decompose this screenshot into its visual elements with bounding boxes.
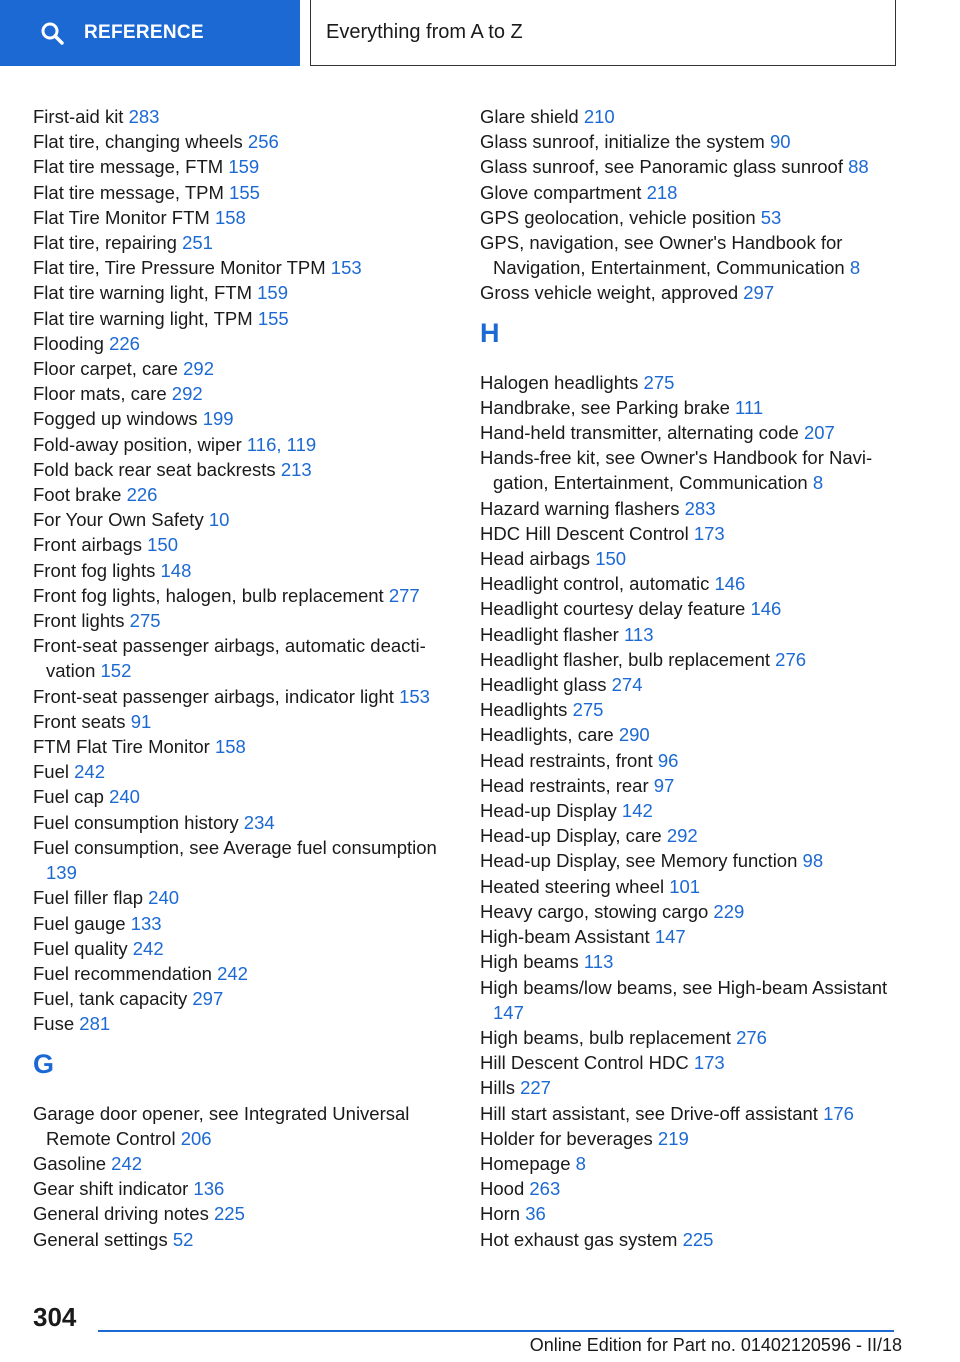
index-entry [33, 180, 463, 205]
index-entry [33, 784, 463, 809]
index-entry [480, 1201, 900, 1226]
page-reference-link[interactable]: 136 [193, 1178, 225, 1200]
index-entry-text: Garage door opener, see Integrated Universal Remote Control [33, 1102, 410, 1149]
page-reference-link[interactable]: 275 [129, 610, 161, 632]
page-reference-link[interactable]: 155 [229, 181, 260, 203]
page-reference-link[interactable]: 97 [653, 774, 675, 796]
page-reference-link[interactable]: 142 [621, 800, 653, 822]
index-entry [33, 961, 463, 986]
page-reference-link[interactable]: 52 [172, 1228, 194, 1250]
page-reference-link[interactable]: 274 [611, 674, 643, 696]
index-entry-text: Headlights [480, 699, 568, 721]
index-entry [33, 1011, 463, 1036]
index-entry [33, 205, 463, 230]
index-entry [480, 823, 900, 848]
page-reference-link[interactable]: 158 [214, 206, 246, 228]
page-reference-link[interactable]: 242 [74, 761, 106, 783]
index-column-left [33, 104, 463, 1252]
page-reference-link[interactable]: 206 [180, 1127, 212, 1149]
page-reference-link[interactable]: 8 [575, 1152, 586, 1174]
page-reference-link[interactable]: 242 [111, 1152, 143, 1174]
page-reference-link[interactable]: 225 [214, 1203, 245, 1225]
index-entry-text: HDC Hill Descent Control [480, 522, 689, 544]
page-reference-link[interactable]: 213 [280, 458, 312, 480]
index-entry [33, 835, 463, 885]
index-entry-text: Front-seat passenger airbags, indicator light [33, 685, 394, 707]
reference-tab[interactable] [0, 0, 300, 66]
index-entry-text: Headlight control, automatic [480, 573, 710, 595]
page-reference-link[interactable]: 242 [217, 962, 248, 984]
index-entry [480, 129, 900, 154]
index-entry-text: Handbrake, see Parking brake [480, 396, 730, 418]
page-reference-link[interactable]: 277 [388, 584, 420, 606]
page-reference-link[interactable]: 96 [657, 749, 679, 771]
index-entry [33, 583, 463, 608]
index-entry [33, 507, 463, 532]
index-entry [33, 885, 463, 910]
page-reference-link[interactable]: 225 [682, 1228, 714, 1250]
page-reference-link[interactable]: 146 [750, 598, 782, 620]
index-entry-text: Head restraints, rear [480, 774, 649, 796]
index-entry-text: Fuel recommendation [33, 962, 212, 984]
index-entry [33, 1151, 463, 1176]
page-reference-link[interactable]: 290 [618, 724, 650, 746]
index-entry [33, 154, 463, 179]
index-entry-text: Flat tire message, FTM [33, 156, 224, 178]
page-reference-link[interactable]: 101 [669, 875, 701, 897]
page-reference-link[interactable]: 297 [743, 282, 775, 304]
index-entry-text: Hood [480, 1178, 525, 1200]
index-entry [33, 633, 463, 683]
page-reference-link[interactable]: 227 [520, 1077, 551, 1099]
page-reference-link[interactable]: 281 [79, 1013, 111, 1035]
index-entry [480, 1050, 900, 1075]
index-entry-text: Floor carpet, care [33, 358, 178, 380]
index-entry-text: Head restraints, front [480, 749, 653, 771]
page-reference-link[interactable]: 113 [623, 623, 654, 645]
page-reference-link[interactable]: 53 [760, 206, 782, 228]
index-entry [33, 911, 463, 936]
page-reference-link[interactable]: 251 [182, 232, 213, 254]
index-entry-text: Fuel gauge [33, 912, 126, 934]
index-entry-text: Horn [480, 1203, 521, 1225]
index-entry [480, 924, 900, 949]
index-entry-text: For Your Own Safety [33, 509, 204, 531]
index-entry-text: Fuel consumption, see Average fuel consumption [33, 836, 437, 858]
page-reference-link[interactable]: 173 [693, 1052, 725, 1074]
page-reference-link[interactable]: 150 [147, 534, 179, 556]
page-reference-link[interactable]: 218 [646, 181, 678, 203]
page-reference-link[interactable]: 275 [643, 371, 675, 393]
index-entry [33, 709, 463, 734]
index-entry-text: Gross vehicle weight, approved [480, 282, 739, 304]
index-entry-text: Fuel consumption history [33, 811, 239, 833]
index-entry-text: Glove compartment [480, 181, 642, 203]
index-entry [33, 406, 463, 431]
index-entry-text: Headlight courtesy delay feature [480, 598, 746, 620]
section-title: Everything from A to Z [326, 21, 523, 43]
index-entry [480, 104, 900, 129]
index-entry [480, 874, 900, 899]
index-entry-text: Heated steering wheel [480, 875, 665, 897]
index-entry [33, 936, 463, 961]
index-entry [480, 1176, 900, 1201]
page-reference-link[interactable]: 139 [46, 862, 77, 884]
index-entry-text: Hands-free kit, see Owner's Handbook for Navigation, Entertainment, Communication [480, 447, 873, 494]
index-entry-text: High beams/low beams, see High-beam Assistant [480, 976, 888, 998]
footer-divider [98, 1330, 894, 1332]
index-entry [480, 647, 900, 672]
index-entry-text: Holder for beverages [480, 1127, 653, 1149]
index-entry-text: Front-seat passenger airbags, automatic deactivation [33, 635, 426, 682]
page-reference-link[interactable]: 10 [208, 509, 230, 531]
index-entry-text: High beams, bulb replacement [480, 1026, 731, 1048]
page-reference-link[interactable]: 292 [666, 825, 698, 847]
index-entry [480, 949, 900, 974]
page-reference-link[interactable]: 153 [330, 257, 362, 279]
index-entry-text: High-beam Assistant [480, 926, 650, 948]
index-entry [33, 986, 463, 1011]
index-entry-text: Head airbags [480, 548, 591, 570]
page-reference-link[interactable]: 147 [654, 926, 686, 948]
index-entry-text: Flat tire, repairing [33, 232, 177, 254]
page-reference-link[interactable]: 292 [183, 358, 214, 380]
page-reference-link[interactable]: 283 [684, 497, 716, 519]
index-entry-text: Hill start assistant, see Drive-off assistant [480, 1102, 818, 1124]
index-entry [33, 457, 463, 482]
index-entry-text: Fold-away position, wiper [33, 433, 242, 455]
page-header [0, 0, 960, 66]
index-entry-text: GPS geolocation, vehicle position [480, 206, 756, 228]
index-entry-text: Flat tire, Tire Pressure Monitor TPM [33, 257, 326, 279]
page-reference-link[interactable]: 116, 119 [246, 433, 317, 455]
index-entry-text: Glare shield [480, 106, 579, 127]
index-entry [480, 280, 900, 305]
index-entry-text: Gear shift indicator [33, 1178, 189, 1200]
index-entry [480, 370, 900, 395]
index-entry [480, 697, 900, 722]
index-entry [480, 546, 900, 571]
index-entry-text: Front lights [33, 610, 125, 632]
index-entry [480, 672, 900, 697]
index-entry [33, 759, 463, 784]
page-reference-link[interactable]: 199 [202, 408, 234, 430]
index-entry [33, 1101, 463, 1151]
index-entry-text: Front seats [33, 710, 126, 732]
index-entry-text: Front airbags [33, 534, 142, 556]
index-entry-text: GPS, navigation, see Owner's Handbook for Navigation, Entertainment, Communication [480, 232, 845, 279]
index-entry [480, 205, 900, 230]
index-entry [480, 1025, 900, 1050]
index-column-right [480, 104, 900, 1252]
index-entry-text: Flat tire warning light, TPM [33, 307, 253, 329]
page-reference-link[interactable]: 173 [693, 522, 725, 544]
index-entry-text: Fuel [33, 761, 69, 783]
index-entry-text: Heavy cargo, stowing cargo [480, 900, 709, 922]
index-entry [33, 482, 463, 507]
index-entry-text: Hazard warning flashers [480, 497, 680, 519]
page-number: 304 [33, 1302, 77, 1332]
index-entry [480, 975, 900, 1025]
index-entry-text: Flat tire warning light, FTM [33, 282, 252, 304]
section-header [310, 0, 896, 66]
index-entry-text: Halogen headlights [480, 371, 639, 393]
page-reference-link[interactable]: 229 [713, 900, 745, 922]
index-entry-text: Front fog lights [33, 559, 156, 581]
index-entry-text: High beams [480, 951, 579, 973]
page-reference-link[interactable]: 111 [735, 396, 764, 418]
page-reference-link[interactable]: 159 [257, 282, 288, 304]
page-reference-link[interactable]: 90 [769, 131, 791, 153]
index-entry-text: Headlights, care [480, 724, 614, 746]
page-reference-link[interactable]: 176 [823, 1102, 854, 1124]
page-reference-link[interactable]: 240 [109, 786, 140, 808]
index-entry-text: Fuse [33, 1013, 75, 1035]
page-reference-link[interactable]: 133 [130, 912, 162, 934]
index-entry [33, 1201, 463, 1226]
index-entry-text: Hot exhaust gas system [480, 1228, 678, 1250]
index-entry [33, 432, 463, 457]
index-entry [480, 1075, 900, 1100]
page-reference-link[interactable]: 234 [243, 811, 275, 833]
page-reference-link[interactable]: 152 [100, 660, 132, 682]
index-entry [33, 331, 463, 356]
index-entry-text: Foot brake [33, 484, 122, 506]
index-entry [33, 381, 463, 406]
index-entry-text: Fuel filler flap [33, 887, 144, 909]
index-entry [480, 180, 900, 205]
index-entry-text: Gasoline [33, 1152, 107, 1174]
index-entry-text: Headlight glass [480, 674, 607, 696]
index-entry-text: Fogged up windows [33, 408, 198, 430]
index-entry [480, 521, 900, 546]
index-entry-text: Headlight flasher [480, 623, 619, 645]
page-reference-link[interactable]: 91 [130, 710, 152, 732]
index-entry-text: Head-up Display [480, 800, 617, 822]
index-entry [33, 684, 463, 709]
index-entry [480, 154, 900, 179]
page-reference-link[interactable]: 263 [529, 1178, 561, 1200]
index-entry [480, 899, 900, 924]
index-entry [480, 722, 900, 747]
page-reference-link[interactable]: 147 [493, 1001, 524, 1023]
index-entry [480, 496, 900, 521]
index-entry-text: Flat Tire Monitor FTM [33, 206, 210, 228]
page-reference-link[interactable]: 207 [803, 422, 835, 444]
index-entry-text: Head-up Display, care [480, 825, 662, 847]
index-entry [33, 104, 463, 129]
page-reference-link[interactable]: 146 [714, 573, 746, 595]
index-entry [480, 848, 900, 873]
page-reference-link[interactable]: 275 [572, 699, 604, 721]
index-entry-text: Head-up Display, see Memory function [480, 850, 798, 872]
page-reference-link[interactable]: 297 [192, 988, 224, 1010]
index-entry [480, 773, 900, 798]
index-entry [480, 445, 900, 495]
index-entry-text: Glass sunroof, initialize the system [480, 131, 765, 153]
index-entry-text: Fuel quality [33, 937, 128, 959]
index-entry-text: Flat tire message, TPM [33, 181, 224, 203]
index-entry [33, 608, 463, 633]
index-entry-text: General driving notes [33, 1203, 209, 1225]
index-entry [33, 280, 463, 305]
index-letter-heading: H [480, 317, 500, 348]
index-entry [480, 798, 900, 823]
page-reference-link[interactable]: 210 [583, 106, 615, 127]
index-entry [33, 1227, 463, 1252]
edition-text: Online Edition for Part no. 01402120596 - II/18 [529, 1335, 902, 1355]
search-icon [40, 21, 64, 45]
index-entry [33, 255, 463, 280]
index-entry [480, 596, 900, 621]
page-reference-link[interactable]: 98 [802, 850, 824, 872]
index-entry [480, 395, 900, 420]
index-entry-text: First-aid kit [33, 106, 124, 127]
index-entry [480, 748, 900, 773]
index-entry [33, 1176, 463, 1201]
page-reference-link[interactable]: 226 [109, 332, 140, 354]
index-entry [33, 356, 463, 381]
index-entry [480, 571, 900, 596]
index-entry-text: Hill Descent Control HDC [480, 1052, 689, 1074]
index-entry-text: General settings [33, 1228, 168, 1250]
index-entry [480, 230, 900, 280]
page-reference-link[interactable]: 148 [160, 559, 192, 581]
index-entry-text: Headlight flasher, bulb replacement [480, 648, 771, 670]
index-entry-text: Flat tire, changing wheels [33, 131, 243, 153]
page-reference-link[interactable]: 256 [247, 131, 279, 153]
index-entry [33, 810, 463, 835]
reference-label: REFERENCE [84, 22, 204, 43]
page-reference-link[interactable]: 36 [525, 1203, 546, 1225]
page-reference-link[interactable]: 159 [228, 156, 260, 178]
page-reference-link[interactable]: 276 [775, 648, 807, 670]
page-reference-link[interactable]: 150 [595, 548, 627, 570]
index-entry [33, 306, 463, 331]
index-entry-text: Fold back rear seat backrests [33, 458, 276, 480]
index-entry [480, 1126, 900, 1151]
index-entry [480, 622, 900, 647]
page-reference-link[interactable]: 113 [583, 951, 614, 973]
index-entry [33, 230, 463, 255]
index-entry-text: Floor mats, care [33, 383, 167, 405]
page-reference-link[interactable]: 155 [257, 307, 289, 329]
index-entry-text: Fuel cap [33, 786, 104, 808]
page-reference-link[interactable]: 158 [214, 736, 246, 758]
index-entry-text: Fuel, tank capacity [33, 988, 188, 1010]
index-entry [480, 1227, 900, 1252]
index-entry [33, 532, 463, 557]
index-entry [33, 734, 463, 759]
index-entry-text: Homepage [480, 1152, 571, 1174]
page-reference-link[interactable]: 226 [126, 484, 158, 506]
page-reference-link[interactable]: 8 [849, 257, 861, 279]
page-reference-link[interactable]: 8 [812, 472, 824, 494]
index-entry-text: Hills [480, 1077, 515, 1099]
index-entry-text: FTM Flat Tire Monitor [33, 736, 210, 758]
index-entry [480, 420, 900, 445]
index-entry-text: Flooding [33, 332, 104, 354]
page-reference-link[interactable]: 153 [399, 685, 430, 707]
index-entry [33, 129, 463, 154]
index-entry-text: Hand-held transmitter, alternating code [480, 422, 799, 444]
index-entry-text: Glass sunroof, see Panoramic glass sunroof [480, 156, 843, 178]
index-entry [480, 1151, 900, 1176]
index-entry [33, 558, 463, 583]
page-reference-link[interactable]: 242 [132, 937, 164, 959]
page-reference-link[interactable]: 240 [148, 887, 180, 909]
index-letter-heading: G [33, 1048, 55, 1079]
page-reference-link[interactable]: 283 [128, 106, 160, 127]
page-reference-link[interactable]: 219 [657, 1127, 689, 1149]
index-entry [480, 1101, 900, 1126]
page-reference-link[interactable]: 276 [736, 1026, 767, 1048]
index-entry-text: Front fog lights, halogen, bulb replacement [33, 584, 384, 606]
page-reference-link[interactable]: 292 [171, 383, 203, 405]
page-reference-link[interactable]: 88 [848, 156, 869, 178]
